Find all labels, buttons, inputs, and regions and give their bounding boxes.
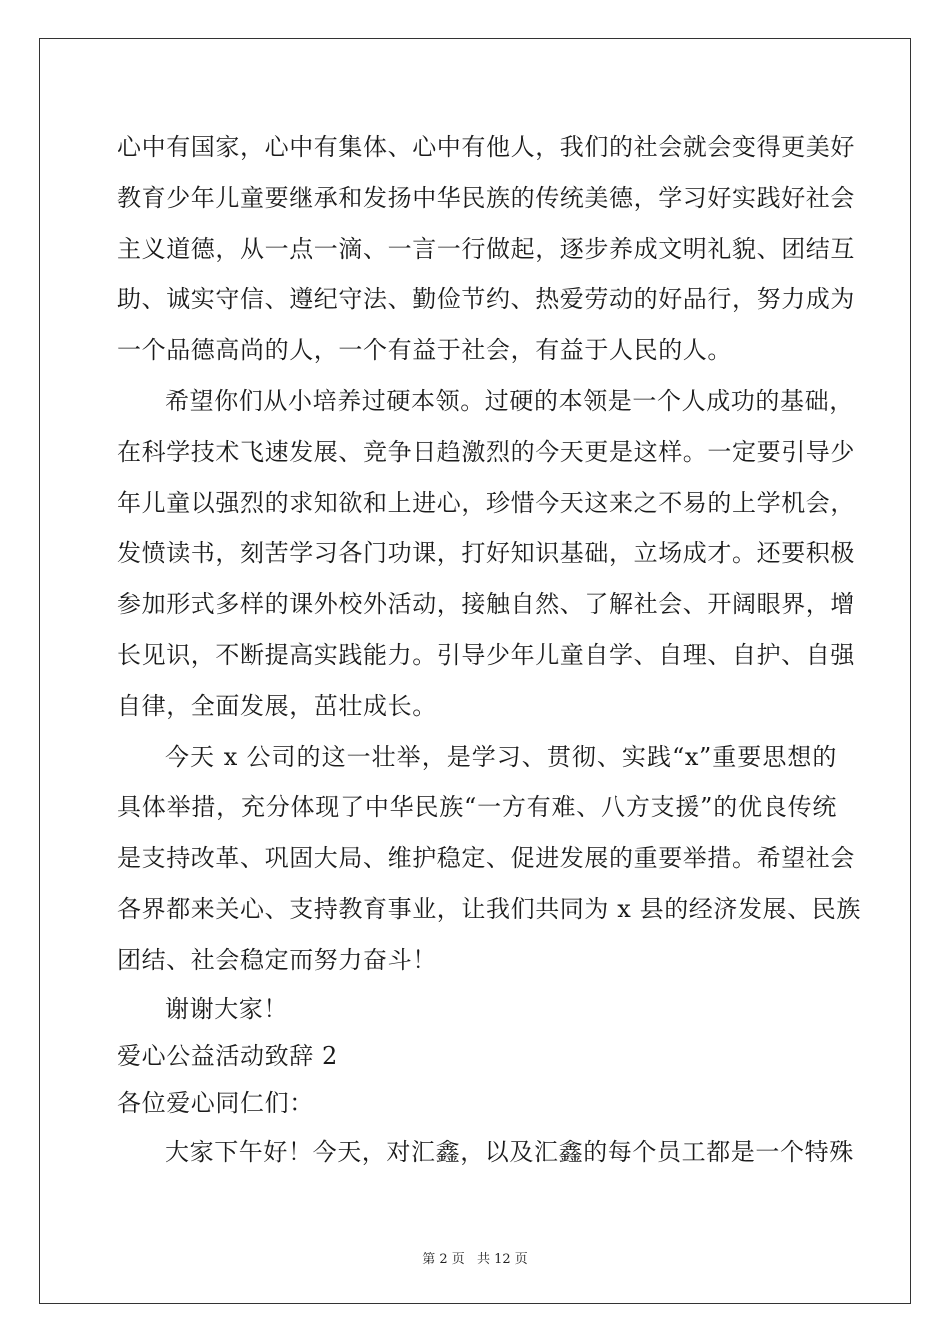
text-line: 大家下午好！今天，对汇鑫，以及汇鑫的每个员工都是一个特殊 — [165, 1137, 854, 1166]
text-line: 今天 x 公司的这一壮举，是学习、贯彻、实践“x”重要思想的 — [165, 742, 837, 771]
text-line: 发愤读书，刻苦学习各门功课，打好知识基础，立场成才。还要积极 — [117, 539, 855, 568]
text-line: 年儿童以强烈的求知欲和上进心，珍惜今天这来之不易的上学机会， — [117, 488, 855, 517]
text-line: 是支持改革、巩固大局、维护稳定、促进发展的重要举措。希望社会 — [117, 844, 855, 873]
page-number: 第 2 页 — [422, 1252, 465, 1267]
page-total: 共 12 页 — [476, 1252, 528, 1267]
page-footer — [0, 1248, 950, 1267]
text-line: 各界都来关心、支持教育事业，让我们共同为 x 县的经济发展、民族 — [117, 894, 861, 923]
text-line: 教育少年儿童要继承和发扬中华民族的传统美德，学习好实践好社会 — [117, 183, 855, 212]
text-line: 一个品德高尚的人，一个有益于社会，有益于人民的人。 — [117, 336, 732, 365]
closing-thanks: 谢谢大家！ — [165, 994, 288, 1023]
text-line: 参加形式多样的课外校外活动，接触自然、了解社会、开阔眼界，增 — [117, 590, 855, 619]
text-line: 希望你们从小培养过硬本领。过硬的本领是一个人成功的基础， — [165, 386, 854, 415]
text-line: 助、诚实守信、遵纪守法、勤俭节约、热爱劳动的好品行，努力成为 — [117, 285, 855, 314]
text-line: 主义道德，从一点一滴、一言一行做起，逐步养成文明礼貌、团结互 — [117, 234, 855, 263]
text-line: 心中有国家，心中有集体、心中有他人，我们的社会就会变得更美好 — [117, 133, 855, 161]
text-line: 团结、社会稳定而努力奋斗！ — [117, 945, 437, 974]
salutation: 各位爱心同仁们： — [117, 1088, 314, 1117]
text-line: 在科学技术飞速发展、竞争日趋激烈的今天更是这样。一定要引导少 — [117, 437, 855, 466]
section-heading: 爱心公益活动致辞 2 — [117, 1041, 338, 1070]
text-line: 自律，全面发展，茁壮成长。 — [117, 691, 437, 720]
document-body — [117, 122, 861, 1177]
text-line: 具体举措，充分体现了中华民族“一方有难、八方支援”的优良传统 — [117, 793, 837, 822]
text-line: 长见识，不断提高实践能力。引导少年儿童自学、自理、自护、自强 — [117, 640, 855, 669]
